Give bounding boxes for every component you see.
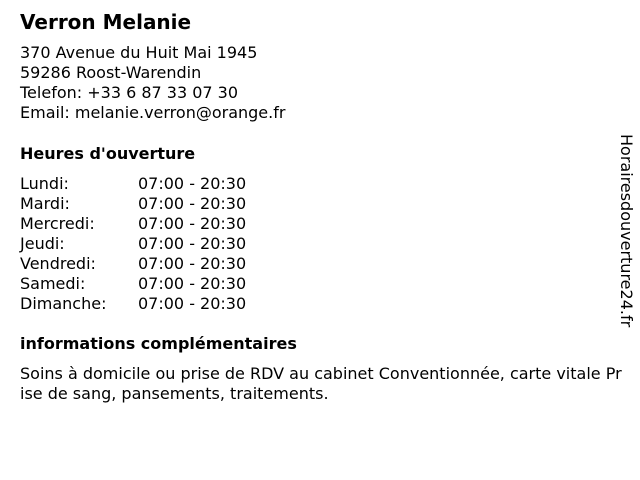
address-city: 59286 Roost-Warendin [20,63,202,82]
opening-hours-table [20,174,625,314]
hours-day: Lundi: [20,174,69,193]
hours-row [20,174,625,194]
business-card [20,10,625,404]
additional-info-text: Soins à domicile ou prise de RDV au cabinet Conventionnée, carte vitale Prise de sang, pansements, traitements. [20,364,622,403]
email-address: Email: melanie.verron@orange.fr [20,103,286,122]
contact-block [20,43,625,123]
hours-row [20,254,625,274]
hours-day: Samedi: [20,274,86,293]
hours-time: 07:00 - 20:30 [138,194,247,213]
site-watermark: Horairesdouverture24.fr [617,134,636,328]
hours-row [20,214,625,234]
phone-number: Telefon: +33 6 87 33 07 30 [20,83,239,102]
hours-day: Jeudi: [20,234,65,253]
hours-day: Dimanche: [20,294,107,313]
hours-time: 07:00 - 20:30 [138,234,247,253]
address-street: 370 Avenue du Huit Mai 1945 [20,43,258,62]
hours-row [20,194,625,214]
hours-day: Vendredi: [20,254,96,273]
hours-row [20,294,625,314]
opening-hours-title: Heures d'ouverture [20,144,196,163]
additional-info-title: informations complémentaires [20,334,297,353]
hours-time: 07:00 - 20:30 [138,274,247,293]
business-name: Verron Melanie [20,10,192,34]
hours-time: 07:00 - 20:30 [138,174,247,193]
hours-row [20,274,625,294]
hours-time: 07:00 - 20:30 [138,254,247,273]
hours-time: 07:00 - 20:30 [138,214,247,233]
hours-day: Mardi: [20,194,70,213]
hours-time: 07:00 - 20:30 [138,294,247,313]
hours-row [20,234,625,254]
hours-day: Mercredi: [20,214,95,233]
